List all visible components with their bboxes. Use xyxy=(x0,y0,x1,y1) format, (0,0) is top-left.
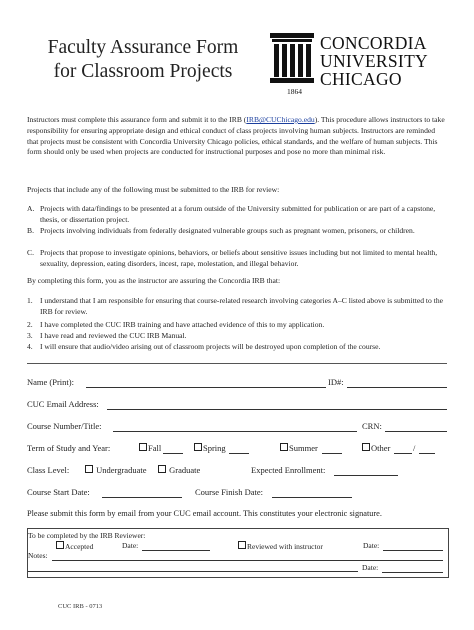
reviewed-option[interactable] xyxy=(238,541,323,551)
notes-date-line[interactable] xyxy=(382,572,443,573)
list-item-label: 1. xyxy=(27,296,33,305)
wordmark-line1: CONCORDIA xyxy=(320,33,427,53)
crn-label: CRN: xyxy=(362,421,382,431)
summer-label: Summer xyxy=(289,443,318,453)
reviewed-date-label: Date: xyxy=(363,541,380,550)
list-item-label: 4. xyxy=(27,342,33,351)
fall-option[interactable] xyxy=(139,443,161,453)
checkbox-icon[interactable] xyxy=(280,443,288,451)
intro-text-before: Instructors must complete this assurance form and submit it to the IRB ( xyxy=(27,115,247,124)
form-title-line1: Faculty Assurance Form xyxy=(47,37,239,58)
list-item-text: Projects with data/findings to be presented at a forum outside of the University submitted for publication or are part of a capstone, thesis, or dissertation project. xyxy=(40,204,436,224)
other-term-line[interactable] xyxy=(394,453,412,454)
course-input-line[interactable] xyxy=(113,431,357,432)
name-input-line[interactable] xyxy=(86,387,326,388)
email-label: CUC Email Address: xyxy=(27,399,99,409)
undergrad-option[interactable] xyxy=(85,465,146,475)
id-label: ID#: xyxy=(328,377,344,387)
notes-label: Notes: xyxy=(28,551,48,560)
checkbox-icon[interactable] xyxy=(85,465,93,473)
list-item-text: I have read and reviewed the CUC IRB Manual. xyxy=(40,331,187,340)
list-item-text: Projects involving individuals from federally designated vulnerable groups such as pregnant women, prisoners, or children. xyxy=(40,226,415,235)
summer-year-line[interactable] xyxy=(322,453,342,454)
reviewer-heading: To be completed by the IRB Reviewer: xyxy=(28,531,146,540)
assurance-intro: By completing this form, you as the instructor are assuring the Concordia IRB that: xyxy=(27,276,281,285)
name-label: Name (Print): xyxy=(27,377,74,387)
checkbox-icon[interactable] xyxy=(139,443,147,451)
spring-option[interactable] xyxy=(194,443,226,453)
other-option[interactable] xyxy=(362,443,390,453)
intro-paragraph xyxy=(27,115,447,158)
founding-year: 1864 xyxy=(287,87,302,96)
term-year-slash: / xyxy=(413,443,416,453)
start-date-input-line[interactable] xyxy=(102,497,182,498)
wordmark-line3: CHICAGO xyxy=(320,69,402,89)
list-item-label: B. xyxy=(27,226,34,235)
accepted-date-line[interactable] xyxy=(142,550,210,551)
graduate-option[interactable] xyxy=(158,465,200,475)
fall-label: Fall xyxy=(148,443,162,453)
checkbox-icon[interactable] xyxy=(56,541,64,549)
crn-input-line[interactable] xyxy=(385,431,447,432)
id-input-line[interactable] xyxy=(347,387,447,388)
notes-line-2[interactable] xyxy=(28,571,358,572)
form-title xyxy=(28,36,258,84)
enrollment-input-line[interactable] xyxy=(334,475,398,476)
enrollment-label: Expected Enrollment: xyxy=(251,465,326,475)
checkbox-icon[interactable] xyxy=(238,541,246,549)
list-item-label: C. xyxy=(27,248,34,257)
course-label: Course Number/Title: xyxy=(27,421,102,431)
reviewed-date-line[interactable] xyxy=(383,550,443,551)
summer-option[interactable] xyxy=(280,443,318,453)
accepted-label: Accepted xyxy=(65,542,94,551)
accepted-option[interactable] xyxy=(56,541,93,551)
class-level-label: Class Level: xyxy=(27,465,70,475)
list-item-label: 3. xyxy=(27,331,33,340)
notes-line-1[interactable] xyxy=(52,560,443,561)
notes-date-label: Date: xyxy=(362,563,379,572)
spring-label: Spring xyxy=(203,443,226,453)
spring-year-line[interactable] xyxy=(229,453,249,454)
list-item-label: 2. xyxy=(27,320,33,329)
intro-text-after: ). This procedure allows instructors to take responsibility for ensuring appropriate design and ethical conduct of class projects involving human subjects. Instructors are reminded that projects must be consistent with Concordia University Chicago policies, ethical standards, and the welfare of human subjects. This form should only be used when projects are conducted for instructional purposes and pose no more than minimal risk. xyxy=(27,115,445,157)
finish-date-input-line[interactable] xyxy=(272,497,352,498)
graduate-label: Graduate xyxy=(169,465,201,475)
list-item-label: A. xyxy=(27,204,35,213)
finish-date-label: Course Finish Date: xyxy=(195,487,263,497)
term-label: Term of Study and Year: xyxy=(27,443,111,453)
fall-year-line[interactable] xyxy=(163,453,183,454)
checkbox-icon[interactable] xyxy=(362,443,370,451)
list-item-text: Projects that propose to investigate opinions, behaviors, or beliefs about sensitive issues including but not limited to mental health, sexuality, depression, eating disorders, incest, rape, molestation, and illegal behavior. xyxy=(40,248,438,268)
university-building-logo-icon xyxy=(268,33,318,85)
other-year-line[interactable] xyxy=(419,453,435,454)
checkbox-icon[interactable] xyxy=(194,443,202,451)
section-divider xyxy=(27,363,447,364)
undergrad-label: Undergraduate xyxy=(96,465,147,475)
university-wordmark xyxy=(320,34,428,88)
submit-note: Please submit this form by email from your CUC email account. This constitutes your electronic signature. xyxy=(27,509,382,518)
accepted-date-label: Date: xyxy=(122,541,139,550)
form-code-footer: CUC IRB - 0713 xyxy=(58,603,103,610)
wordmark-line2: UNIVERSITY xyxy=(320,51,428,71)
other-label: Other xyxy=(371,443,391,453)
list-item-text: I have completed the CUC IRB training and have attached evidence of this to my application. xyxy=(40,320,325,329)
start-date-label: Course Start Date: xyxy=(27,487,90,497)
list-item-text: I understand that I am responsible for ensuring that course-related research involving categories A–C listed above is submitted to the IRB for review. xyxy=(40,296,443,316)
categories-intro: Projects that include any of the following must be submitted to the IRB for review: xyxy=(27,185,280,194)
irb-email-link[interactable]: IRB@CUChicago.edu xyxy=(246,115,315,124)
checkbox-icon[interactable] xyxy=(158,465,166,473)
email-input-line[interactable] xyxy=(107,409,447,410)
form-title-line2: for Classroom Projects xyxy=(53,61,233,82)
reviewed-label: Reviewed with instructor xyxy=(247,542,323,551)
list-item-text: I will ensure that audio/video arising out of classroom projects will be destroyed upon completion of the course. xyxy=(40,342,381,351)
